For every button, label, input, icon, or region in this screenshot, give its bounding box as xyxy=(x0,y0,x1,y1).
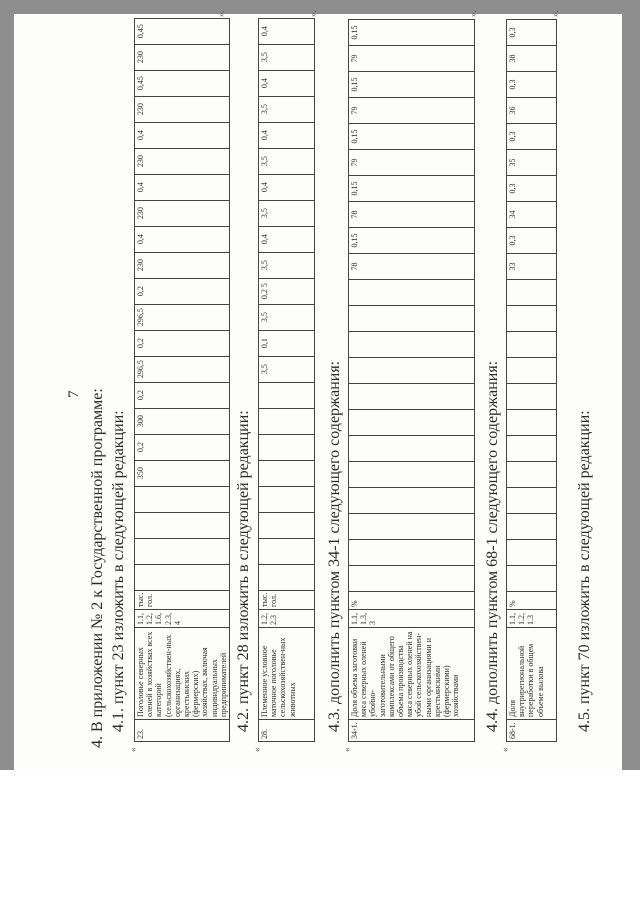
value-cell: 0,2 xyxy=(135,330,230,356)
section-heading-4-4: 4.4. дополнить пунктом 68-1 следующего содержания: xyxy=(484,360,501,732)
table-row xyxy=(349,20,475,742)
value-cell xyxy=(507,462,557,488)
value-cell xyxy=(507,280,557,306)
quote-close: ». xyxy=(468,10,478,17)
indicator-table-2 xyxy=(258,18,315,742)
section-heading-4-2: 4.2. пункт 28 изложить в следующей редакции: xyxy=(235,410,252,732)
value-cell: 3,5 xyxy=(259,252,315,278)
value-cell xyxy=(507,384,557,410)
value-cell: 3,5 xyxy=(259,304,315,330)
value-cell: 79 xyxy=(349,46,475,72)
value-cell: 230 xyxy=(135,96,230,122)
unit: тыс. гол. xyxy=(259,590,315,609)
indicator-table-4 xyxy=(506,19,557,742)
value-cell: 3,5 xyxy=(259,148,315,174)
page-number: 7 xyxy=(66,390,82,398)
document-page xyxy=(14,10,622,770)
value-cell xyxy=(349,488,475,514)
value-cell: 0,45 xyxy=(135,70,230,96)
value-cell xyxy=(349,566,475,592)
value-cell: 34 xyxy=(507,202,557,228)
value-cell: 0,15 xyxy=(349,124,475,150)
section-heading-4-5: 4.5. пункт 70 изложить в следующей редакции: xyxy=(576,410,593,732)
value-cell: 79 xyxy=(349,150,475,176)
value-cell xyxy=(507,488,557,514)
row-number: 34-1. xyxy=(349,720,475,742)
quote-close: ». xyxy=(550,10,560,17)
value-cell: 79 xyxy=(349,98,475,124)
rotated-content xyxy=(14,10,622,770)
quote-close: ». xyxy=(216,10,226,17)
value-cell: 0,3 xyxy=(507,20,557,46)
value-cell: 0,15 xyxy=(349,228,475,254)
value-cell: 3,5 xyxy=(259,356,315,382)
value-cell xyxy=(259,460,315,486)
value-cell: 33 xyxy=(507,254,557,280)
value-cell xyxy=(349,436,475,462)
value-cell: 3,5 xyxy=(259,96,315,122)
value-cell: 3,5 xyxy=(259,200,315,226)
quote-close: ». xyxy=(308,10,318,17)
value-cell: 296,5 xyxy=(135,356,230,382)
row-number: 68-1. xyxy=(507,720,557,742)
value-cell xyxy=(349,384,475,410)
value-cell xyxy=(259,382,315,408)
value-cell: 0,4 xyxy=(259,226,315,252)
quote-open: « xyxy=(342,747,352,752)
value-cell xyxy=(349,514,475,540)
value-cell: 36 xyxy=(507,98,557,124)
quote-open: « xyxy=(128,747,138,752)
program-reference: 1.1, 1.2, 1.3 xyxy=(507,610,557,628)
value-cell xyxy=(259,512,315,538)
quote-open: « xyxy=(252,747,262,752)
value-cell: 230 xyxy=(135,252,230,278)
value-cell xyxy=(259,538,315,564)
value-cell: 38 xyxy=(507,46,557,72)
unit: % xyxy=(507,592,557,610)
value-cell: 0,3 xyxy=(507,124,557,150)
table-row xyxy=(135,18,230,741)
value-cell xyxy=(349,332,475,358)
value-cell xyxy=(507,306,557,332)
value-cell: 35 xyxy=(507,150,557,176)
value-cell xyxy=(349,410,475,436)
value-cell xyxy=(135,538,230,564)
value-cell: 296,5 xyxy=(135,304,230,330)
value-cell: 230 xyxy=(135,148,230,174)
value-cell: 0,4 xyxy=(135,122,230,148)
indicator-name: Доля внутрирегиональной переработки в общем объеме вылова xyxy=(507,628,557,720)
section-heading-4-1: 4.1. пункт 23 изложить в следующей редакции: xyxy=(110,410,127,732)
value-cell: 0,2 xyxy=(135,278,230,304)
indicator-name: Доля объема заготовки мяса северных оленей убойно-заготовительными комплексами от общего объема производства мяса северных оленей на убой сельскохозяйствен-ными организациями и крестьянскими (фермерскими) хозяйствами xyxy=(349,628,475,720)
value-cell: 0,4 xyxy=(259,174,315,200)
table-row xyxy=(507,20,557,742)
value-cell: 0,4 xyxy=(135,226,230,252)
value-cell: 0,15 xyxy=(349,20,475,46)
value-cell: 0,3 xyxy=(507,176,557,202)
value-cell xyxy=(507,436,557,462)
value-cell: 230 xyxy=(135,200,230,226)
value-cell xyxy=(507,514,557,540)
value-cell: 350 xyxy=(135,460,230,486)
value-cell: 0,4 xyxy=(259,70,315,96)
indicator-name: Племенное условное маточное поголовье сельскохозяйствен-ных животных xyxy=(259,628,315,720)
value-cell: 230 xyxy=(135,44,230,70)
value-cell xyxy=(507,332,557,358)
value-cell xyxy=(259,408,315,434)
section-heading-4-3: 4.3. дополнить пунктом 34-1 следующего содержания: xyxy=(326,360,343,732)
indicator-table-1 xyxy=(134,18,230,742)
value-cell: 0,3 xyxy=(507,228,557,254)
value-cell xyxy=(259,486,315,512)
value-cell xyxy=(349,306,475,332)
value-cell xyxy=(135,486,230,512)
quote-open: « xyxy=(500,747,510,752)
table-row xyxy=(259,18,315,741)
value-cell: 300 xyxy=(135,408,230,434)
heading-main: 4. В приложении № 2 к Государственной программе: xyxy=(89,388,106,748)
value-cell xyxy=(349,540,475,566)
value-cell xyxy=(507,540,557,566)
value-cell: 0,2 xyxy=(135,434,230,460)
value-cell: 0,4 xyxy=(135,174,230,200)
indicator-name: Поголовье северных оленей в хозяйствах всех категорий (сельскохозяйствен-ных организациях, крестьянских (фермерских) хозяйствах, включая индивидуальных предпринимателей xyxy=(135,628,230,720)
value-cell: 0,3 xyxy=(507,72,557,98)
value-cell xyxy=(507,566,557,592)
value-cell: 0,15 xyxy=(349,72,475,98)
value-cell: 0,4 xyxy=(259,18,315,44)
value-cell: 0,4 xyxy=(259,122,315,148)
value-cell xyxy=(349,358,475,384)
value-cell xyxy=(135,512,230,538)
unit: тыс. гол. xyxy=(135,590,230,609)
program-reference: 1.1, 1.3, 3 xyxy=(349,610,475,628)
value-cell xyxy=(349,280,475,306)
value-cell xyxy=(507,358,557,384)
value-cell xyxy=(507,410,557,436)
unit: % xyxy=(349,592,475,610)
value-cell: 0,15 xyxy=(349,176,475,202)
value-cell xyxy=(349,462,475,488)
value-cell xyxy=(259,564,315,590)
value-cell: 78 xyxy=(349,202,475,228)
value-cell: 0,45 xyxy=(135,18,230,44)
value-cell: 78 xyxy=(349,254,475,280)
program-reference: 1.2, 2.3 xyxy=(259,610,315,628)
value-cell: 3,5 xyxy=(259,44,315,70)
row-number: 28. xyxy=(259,720,315,742)
value-cell: 0,2 xyxy=(135,382,230,408)
value-cell xyxy=(135,564,230,590)
row-number: 23. xyxy=(135,720,230,742)
value-cell: 0,1 xyxy=(259,330,315,356)
empty-area xyxy=(0,770,640,905)
program-reference: 1.1, 1.2, 1.6, 2.3, 4 xyxy=(135,610,230,628)
value-cell: 0,2 5 xyxy=(259,278,315,304)
value-cell xyxy=(259,434,315,460)
indicator-table-3 xyxy=(348,19,475,742)
